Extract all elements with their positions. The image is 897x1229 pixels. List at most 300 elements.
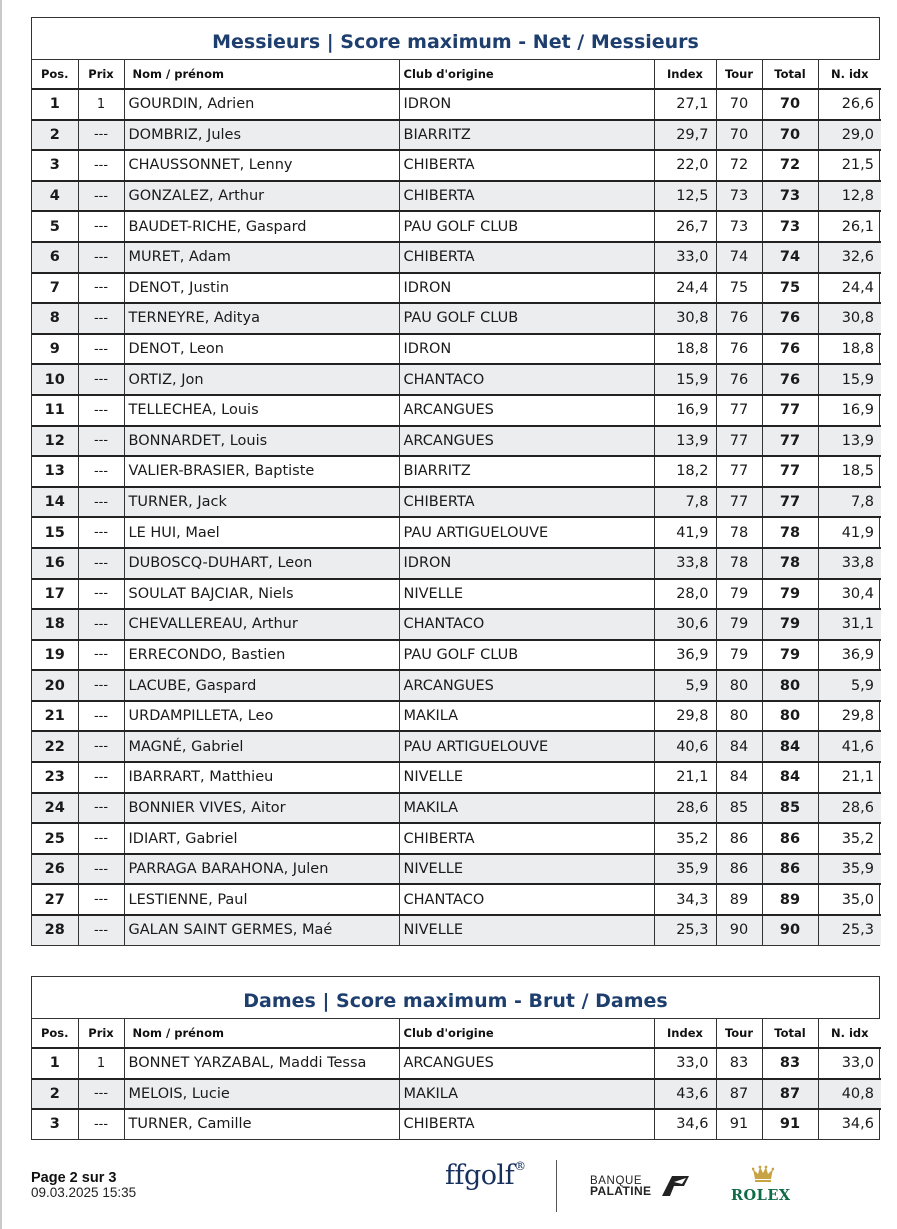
row-total: 86 <box>762 854 818 885</box>
row-player-name: IBARRART, Matthieu <box>124 762 399 793</box>
row-club: ARCANGUES <box>399 426 654 457</box>
row-new-index: 29,8 <box>818 701 881 732</box>
row-prize: --- <box>78 670 124 701</box>
row-total: 70 <box>762 120 818 151</box>
row-player-name: ORTIZ, Jon <box>124 364 399 395</box>
row-player-name: TURNER, Camille <box>124 1109 399 1139</box>
row-total: 70 <box>762 89 818 120</box>
row-club: NIVELLE <box>399 579 654 610</box>
row-total: 90 <box>762 915 818 945</box>
row-round-score: 79 <box>716 640 762 671</box>
row-prize: --- <box>78 793 124 824</box>
row-new-index: 21,5 <box>818 150 881 181</box>
footer-info <box>31 1170 136 1200</box>
row-player-name: TURNER, Jack <box>124 487 399 518</box>
row-new-index: 41,9 <box>818 517 881 548</box>
table-row <box>32 548 881 579</box>
row-club: CHANTACO <box>399 884 654 915</box>
row-index: 15,9 <box>654 364 716 395</box>
row-prize: --- <box>78 120 124 151</box>
row-prize: --- <box>78 701 124 732</box>
table-row <box>32 915 881 945</box>
row-round-score: 76 <box>716 303 762 334</box>
row-player-name: LESTIENNE, Paul <box>124 884 399 915</box>
row-position: 11 <box>32 395 78 426</box>
row-index: 12,5 <box>654 181 716 212</box>
row-club: BIARRITZ <box>399 456 654 487</box>
row-index: 21,1 <box>654 762 716 793</box>
row-position: 4 <box>32 181 78 212</box>
table-row <box>32 242 881 273</box>
row-prize: --- <box>78 548 124 579</box>
row-club: CHIBERTA <box>399 150 654 181</box>
row-new-index: 12,8 <box>818 181 881 212</box>
page-edge <box>0 0 2 1229</box>
row-new-index: 31,1 <box>818 609 881 640</box>
row-position: 3 <box>32 1109 78 1139</box>
registered-mark-icon: ® <box>514 1159 526 1173</box>
row-total: 76 <box>762 364 818 395</box>
row-prize: --- <box>78 854 124 885</box>
row-index: 35,2 <box>654 823 716 854</box>
row-player-name: CHAUSSONNET, Lenny <box>124 150 399 181</box>
row-prize: --- <box>78 242 124 273</box>
row-round-score: 90 <box>716 915 762 945</box>
row-new-index: 13,9 <box>818 426 881 457</box>
row-position: 6 <box>32 242 78 273</box>
row-round-score: 73 <box>716 211 762 242</box>
row-club: PAU GOLF CLUB <box>399 211 654 242</box>
row-player-name: DENOT, Justin <box>124 273 399 304</box>
row-prize: --- <box>78 303 124 334</box>
row-index: 35,9 <box>654 854 716 885</box>
row-index: 18,2 <box>654 456 716 487</box>
row-club: IDRON <box>399 89 654 120</box>
col-nidx-header: N. idx <box>818 60 881 89</box>
row-position: 19 <box>32 640 78 671</box>
row-round-score: 84 <box>716 762 762 793</box>
row-player-name: BONNIER VIVES, Aitor <box>124 793 399 824</box>
row-player-name: SOULAT BAJCIAR, Niels <box>124 579 399 610</box>
row-total: 86 <box>762 823 818 854</box>
col-index-header: Index <box>654 1019 716 1048</box>
row-player-name: GONZALEZ, Arthur <box>124 181 399 212</box>
table-row <box>32 181 881 212</box>
row-round-score: 79 <box>716 609 762 640</box>
row-index: 43,6 <box>654 1079 716 1110</box>
table-row <box>32 701 881 732</box>
row-index: 30,6 <box>654 609 716 640</box>
men-section <box>31 17 880 946</box>
row-prize: 1 <box>78 1048 124 1079</box>
col-prix-header: Prix <box>78 60 124 89</box>
men-section-title: Messieurs | Score maximum - Net / Messieurs <box>32 18 879 60</box>
ffgolf-logo <box>445 1160 526 1191</box>
row-new-index: 18,5 <box>818 456 881 487</box>
men-header-row <box>32 60 881 89</box>
row-position: 28 <box>32 915 78 945</box>
row-new-index: 41,6 <box>818 731 881 762</box>
row-position: 10 <box>32 364 78 395</box>
row-prize: --- <box>78 211 124 242</box>
palatine-emblem-icon <box>660 1174 690 1198</box>
row-prize: --- <box>78 640 124 671</box>
row-new-index: 40,8 <box>818 1079 881 1110</box>
row-total: 78 <box>762 548 818 579</box>
table-row <box>32 884 881 915</box>
row-prize: --- <box>78 273 124 304</box>
row-total: 87 <box>762 1079 818 1110</box>
row-position: 20 <box>32 670 78 701</box>
row-prize: --- <box>78 823 124 854</box>
row-prize: --- <box>78 579 124 610</box>
row-total: 79 <box>762 609 818 640</box>
row-position: 1 <box>32 1048 78 1079</box>
row-round-score: 87 <box>716 1079 762 1110</box>
row-prize: --- <box>78 731 124 762</box>
row-new-index: 32,6 <box>818 242 881 273</box>
row-index: 41,9 <box>654 517 716 548</box>
row-prize: --- <box>78 364 124 395</box>
table-row <box>32 273 881 304</box>
row-total: 76 <box>762 334 818 365</box>
row-position: 22 <box>32 731 78 762</box>
row-club: IDRON <box>399 334 654 365</box>
row-player-name: MELOIS, Lucie <box>124 1079 399 1110</box>
table-row <box>32 579 881 610</box>
table-row <box>32 823 881 854</box>
row-position: 7 <box>32 273 78 304</box>
row-club: CHANTACO <box>399 609 654 640</box>
col-club-header: Club d'origine <box>399 1019 654 1048</box>
row-new-index: 35,0 <box>818 884 881 915</box>
col-index-header: Index <box>654 60 716 89</box>
row-player-name: DOMBRIZ, Jules <box>124 120 399 151</box>
row-position: 27 <box>32 884 78 915</box>
col-club-header: Club d'origine <box>399 60 654 89</box>
col-name-header: Nom / prénom <box>124 1019 399 1048</box>
row-round-score: 70 <box>716 120 762 151</box>
col-pos-header: Pos. <box>32 60 78 89</box>
row-total: 83 <box>762 1048 818 1079</box>
table-row <box>32 731 881 762</box>
row-new-index: 29,0 <box>818 120 881 151</box>
row-position: 17 <box>32 579 78 610</box>
row-new-index: 21,1 <box>818 762 881 793</box>
row-new-index: 18,8 <box>818 334 881 365</box>
row-new-index: 7,8 <box>818 487 881 518</box>
row-position: 13 <box>32 456 78 487</box>
row-player-name: MAGNÉ, Gabriel <box>124 731 399 762</box>
row-player-name: PARRAGA BARAHONA, Julen <box>124 854 399 885</box>
row-index: 7,8 <box>654 487 716 518</box>
row-total: 77 <box>762 395 818 426</box>
row-new-index: 35,9 <box>818 854 881 885</box>
row-total: 79 <box>762 640 818 671</box>
row-player-name: LE HUI, Mael <box>124 517 399 548</box>
row-round-score: 77 <box>716 487 762 518</box>
row-index: 28,6 <box>654 793 716 824</box>
palatine-line1: BANQUE <box>590 1175 643 1187</box>
row-round-score: 91 <box>716 1109 762 1139</box>
row-player-name: TERNEYRE, Aditya <box>124 303 399 334</box>
table-row <box>32 426 881 457</box>
row-index: 25,3 <box>654 915 716 945</box>
row-index: 18,8 <box>654 334 716 365</box>
table-row <box>32 1109 881 1139</box>
row-prize: 1 <box>78 89 124 120</box>
row-index: 33,0 <box>654 242 716 273</box>
row-round-score: 72 <box>716 150 762 181</box>
row-total: 80 <box>762 670 818 701</box>
row-index: 29,8 <box>654 701 716 732</box>
row-position: 5 <box>32 211 78 242</box>
row-position: 24 <box>32 793 78 824</box>
row-club: IDRON <box>399 548 654 579</box>
col-tour-header: Tour <box>716 60 762 89</box>
row-total: 73 <box>762 181 818 212</box>
row-club: CHANTACO <box>399 364 654 395</box>
women-section <box>31 976 880 1140</box>
row-new-index: 25,3 <box>818 915 881 945</box>
row-position: 15 <box>32 517 78 548</box>
row-index: 36,9 <box>654 640 716 671</box>
row-prize: --- <box>78 395 124 426</box>
row-prize: --- <box>78 1079 124 1110</box>
row-total: 78 <box>762 517 818 548</box>
row-index: 34,6 <box>654 1109 716 1139</box>
row-round-score: 78 <box>716 517 762 548</box>
row-index: 30,8 <box>654 303 716 334</box>
row-total: 89 <box>762 884 818 915</box>
row-round-score: 78 <box>716 548 762 579</box>
row-total: 85 <box>762 793 818 824</box>
row-index: 5,9 <box>654 670 716 701</box>
col-total-header: Total <box>762 60 818 89</box>
row-club: CHIBERTA <box>399 823 654 854</box>
row-round-score: 76 <box>716 364 762 395</box>
table-row <box>32 1048 881 1079</box>
row-prize: --- <box>78 762 124 793</box>
table-row <box>32 364 881 395</box>
row-club: CHIBERTA <box>399 487 654 518</box>
row-new-index: 36,9 <box>818 640 881 671</box>
row-position: 12 <box>32 426 78 457</box>
table-row <box>32 150 881 181</box>
ffgolf-logo-text: ffgolf <box>445 1160 515 1191</box>
row-index: 26,7 <box>654 211 716 242</box>
row-prize: --- <box>78 1109 124 1139</box>
row-player-name: BAUDET-RICHE, Gaspard <box>124 211 399 242</box>
table-row <box>32 517 881 548</box>
row-total: 91 <box>762 1109 818 1139</box>
row-round-score: 83 <box>716 1048 762 1079</box>
row-player-name: ERRECONDO, Bastien <box>124 640 399 671</box>
row-club: CHIBERTA <box>399 242 654 273</box>
row-index: 13,9 <box>654 426 716 457</box>
row-new-index: 33,0 <box>818 1048 881 1079</box>
row-club: CHIBERTA <box>399 181 654 212</box>
table-row <box>32 120 881 151</box>
row-player-name: CHEVALLEREAU, Arthur <box>124 609 399 640</box>
row-round-score: 86 <box>716 854 762 885</box>
row-player-name: DENOT, Leon <box>124 334 399 365</box>
row-position: 2 <box>32 1079 78 1110</box>
row-club: ARCANGUES <box>399 395 654 426</box>
table-row <box>32 793 881 824</box>
row-round-score: 77 <box>716 426 762 457</box>
row-total: 76 <box>762 303 818 334</box>
row-position: 14 <box>32 487 78 518</box>
row-new-index: 30,8 <box>818 303 881 334</box>
row-player-name: LACUBE, Gaspard <box>124 670 399 701</box>
row-player-name: GALAN SAINT GERMES, Maé <box>124 915 399 945</box>
row-total: 77 <box>762 456 818 487</box>
row-prize: --- <box>78 334 124 365</box>
row-index: 22,0 <box>654 150 716 181</box>
row-prize: --- <box>78 915 124 945</box>
row-player-name: VALIER-BRASIER, Baptiste <box>124 456 399 487</box>
row-position: 21 <box>32 701 78 732</box>
row-position: 26 <box>32 854 78 885</box>
row-player-name: BONNET YARZABAL, Maddi Tessa <box>124 1048 399 1079</box>
women-header-row <box>32 1019 881 1048</box>
row-prize: --- <box>78 487 124 518</box>
row-new-index: 30,4 <box>818 579 881 610</box>
row-club: ARCANGUES <box>399 670 654 701</box>
table-row <box>32 89 881 120</box>
col-pos-header: Pos. <box>32 1019 78 1048</box>
row-position: 25 <box>32 823 78 854</box>
row-index: 27,1 <box>654 89 716 120</box>
row-club: PAU GOLF CLUB <box>399 303 654 334</box>
row-prize: --- <box>78 456 124 487</box>
row-player-name: BONNARDET, Louis <box>124 426 399 457</box>
table-row <box>32 456 881 487</box>
table-row <box>32 487 881 518</box>
row-club: PAU ARTIGUELOUVE <box>399 731 654 762</box>
col-total-header: Total <box>762 1019 818 1048</box>
row-club: ARCANGUES <box>399 1048 654 1079</box>
row-total: 74 <box>762 242 818 273</box>
row-position: 2 <box>32 120 78 151</box>
row-round-score: 79 <box>716 579 762 610</box>
row-club: MAKILA <box>399 793 654 824</box>
row-prize: --- <box>78 150 124 181</box>
logo-divider <box>556 1160 557 1212</box>
row-round-score: 84 <box>716 731 762 762</box>
row-round-score: 86 <box>716 823 762 854</box>
row-round-score: 73 <box>716 181 762 212</box>
row-club: IDRON <box>399 273 654 304</box>
women-results-table <box>32 1019 881 1139</box>
table-row <box>32 303 881 334</box>
table-row <box>32 211 881 242</box>
row-index: 24,4 <box>654 273 716 304</box>
col-tour-header: Tour <box>716 1019 762 1048</box>
print-datetime: 09.03.2025 15:35 <box>31 1185 137 1200</box>
row-prize: --- <box>78 884 124 915</box>
row-total: 84 <box>762 762 818 793</box>
row-club: NIVELLE <box>399 762 654 793</box>
row-new-index: 26,1 <box>818 211 881 242</box>
row-club: MAKILA <box>399 701 654 732</box>
row-total: 80 <box>762 701 818 732</box>
row-total: 77 <box>762 426 818 457</box>
row-total: 79 <box>762 579 818 610</box>
row-new-index: 26,6 <box>818 89 881 120</box>
row-total: 77 <box>762 487 818 518</box>
row-round-score: 77 <box>716 456 762 487</box>
table-row <box>32 334 881 365</box>
row-club: MAKILA <box>399 1079 654 1110</box>
row-index: 33,0 <box>654 1048 716 1079</box>
row-index: 34,3 <box>654 884 716 915</box>
row-player-name: URDAMPILLETA, Leo <box>124 701 399 732</box>
row-club: NIVELLE <box>399 915 654 945</box>
row-round-score: 80 <box>716 670 762 701</box>
row-prize: --- <box>78 181 124 212</box>
row-total: 73 <box>762 211 818 242</box>
col-prix-header: Prix <box>78 1019 124 1048</box>
col-nidx-header: N. idx <box>818 1019 881 1048</box>
row-round-score: 70 <box>716 89 762 120</box>
row-total: 72 <box>762 150 818 181</box>
row-player-name: TELLECHEA, Louis <box>124 395 399 426</box>
men-results-table <box>32 60 881 945</box>
row-club: NIVELLE <box>399 854 654 885</box>
row-index: 33,8 <box>654 548 716 579</box>
row-round-score: 85 <box>716 793 762 824</box>
rolex-logo: ROLEX <box>731 1187 791 1204</box>
row-position: 18 <box>32 609 78 640</box>
row-position: 16 <box>32 548 78 579</box>
table-row <box>32 670 881 701</box>
row-new-index: 35,2 <box>818 823 881 854</box>
table-row <box>32 609 881 640</box>
row-club: BIARRITZ <box>399 120 654 151</box>
row-total: 75 <box>762 273 818 304</box>
row-round-score: 75 <box>716 273 762 304</box>
row-club: PAU ARTIGUELOUVE <box>399 517 654 548</box>
row-player-name: IDIART, Gabriel <box>124 823 399 854</box>
row-new-index: 33,8 <box>818 548 881 579</box>
row-position: 3 <box>32 150 78 181</box>
row-new-index: 28,6 <box>818 793 881 824</box>
row-new-index: 24,4 <box>818 273 881 304</box>
row-index: 16,9 <box>654 395 716 426</box>
row-position: 8 <box>32 303 78 334</box>
palatine-line2: PALATINE <box>590 1184 652 1198</box>
row-round-score: 76 <box>716 334 762 365</box>
row-index: 28,0 <box>654 579 716 610</box>
row-new-index: 16,9 <box>818 395 881 426</box>
table-row <box>32 640 881 671</box>
row-total: 84 <box>762 731 818 762</box>
col-name-header: Nom / prénom <box>124 60 399 89</box>
row-club: PAU GOLF CLUB <box>399 640 654 671</box>
row-new-index: 5,9 <box>818 670 881 701</box>
row-new-index: 15,9 <box>818 364 881 395</box>
row-prize: --- <box>78 517 124 548</box>
row-round-score: 77 <box>716 395 762 426</box>
page-number: Page 2 sur 3 <box>31 1170 117 1186</box>
row-player-name: GOURDIN, Adrien <box>124 89 399 120</box>
row-prize: --- <box>78 609 124 640</box>
row-player-name: MURET, Adam <box>124 242 399 273</box>
row-round-score: 74 <box>716 242 762 273</box>
table-row <box>32 762 881 793</box>
